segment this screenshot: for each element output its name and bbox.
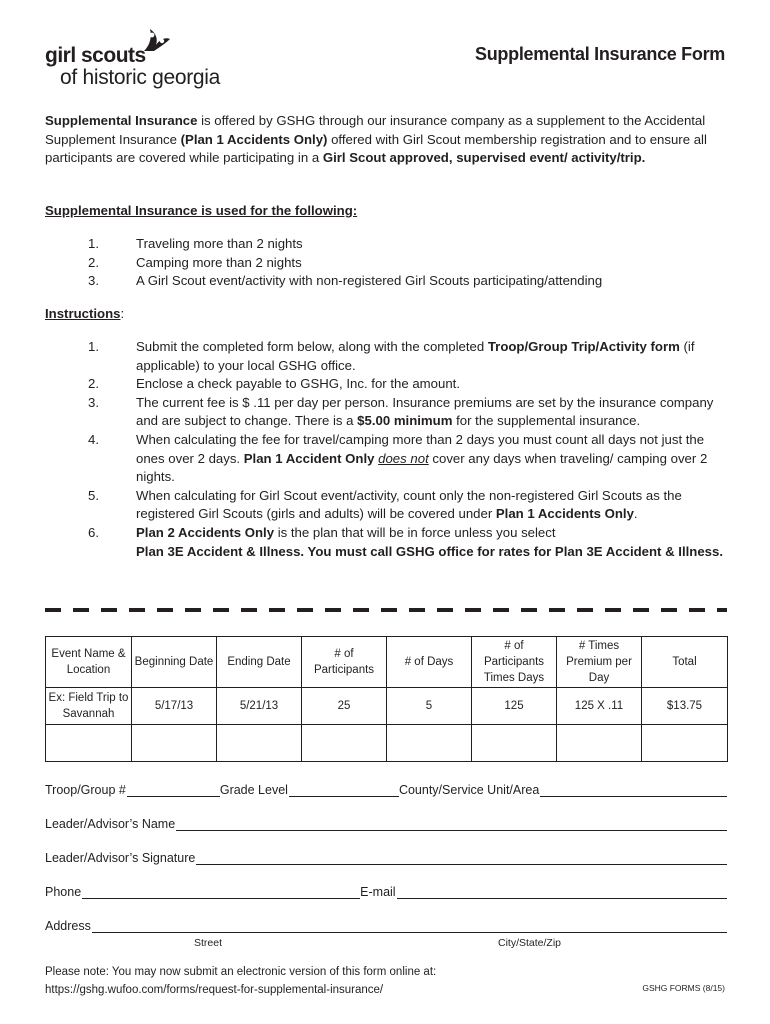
column-header: # of Participants Times Days bbox=[472, 637, 557, 688]
table-cell: 25 bbox=[302, 688, 387, 725]
cut-line-divider bbox=[45, 608, 727, 612]
table-cell: 5 bbox=[387, 688, 472, 725]
grade-label: Grade Level bbox=[219, 783, 288, 797]
item-text: Traveling more than 2 nights bbox=[136, 236, 303, 251]
intro-paragraph bbox=[45, 112, 727, 168]
street-sublabel: Street bbox=[194, 937, 223, 949]
column-header: # Times Premium per Day bbox=[557, 637, 642, 688]
ending-date-cell[interactable] bbox=[217, 725, 302, 762]
list-item bbox=[45, 524, 727, 561]
footer-note bbox=[45, 964, 436, 999]
participants-cell[interactable] bbox=[302, 725, 387, 762]
table-row-entry[interactable] bbox=[46, 725, 728, 762]
item-text: Plan 2 Accidents Only is the plan that will be in force unless you select Plan 3E Accident & Illness. You must call GSHG office for rates for Plan 3E Accident & Illness. bbox=[136, 524, 724, 559]
column-header: Ending Date bbox=[217, 637, 302, 688]
table-cell: 125 X .11 bbox=[557, 688, 642, 725]
instructions-colon: : bbox=[120, 306, 125, 321]
leader-name-field[interactable] bbox=[176, 816, 727, 831]
item-text: The current fee is $ .11 per day per person. Insurance premiums are set by the insurance company and are subject to change. There is a $5.00 minimum for the supplemental insurance. bbox=[136, 394, 714, 429]
intro-plan1: (Plan 1 Accidents Only) bbox=[180, 131, 328, 147]
intro-approved: Girl Scout approved, supervised event/ activity/trip. bbox=[322, 150, 646, 166]
list-item bbox=[45, 394, 727, 431]
item-text: When calculating the fee for travel/camping more than 2 days you must count all days not just the ones over 2 days. Plan 1 Accident Only does not cover any days when traveling/ camping over 2 nights. bbox=[136, 431, 708, 485]
list-item bbox=[45, 338, 727, 375]
table-cell: Ex: Field Trip to Savannah bbox=[46, 688, 132, 725]
troop-field[interactable] bbox=[127, 782, 220, 797]
participant-days-cell[interactable] bbox=[472, 725, 557, 762]
logo-wordmark: girl scouts bbox=[45, 44, 146, 67]
insurance-table bbox=[45, 636, 728, 762]
address-field[interactable] bbox=[92, 918, 727, 933]
list-item bbox=[45, 487, 727, 524]
item-number: 3. bbox=[88, 394, 99, 410]
list-item bbox=[45, 254, 727, 273]
intro-text: is offered by GSHG through our insurance company as a supplement to the Accidental Supplement Insurance bbox=[45, 113, 706, 147]
address-label: Address bbox=[45, 919, 91, 933]
column-header: Event Name & Location bbox=[46, 637, 132, 688]
footer-link[interactable]: https://gshg.wufoo.com/forms/request-for-supplemental-insurance/ bbox=[45, 983, 384, 996]
item-text: Submit the completed form below, along with the completed Troop/Group Trip/Activity form (if applicable) to your local GSHG office. bbox=[136, 339, 695, 373]
form-code: GSHG FORMS (8/15) bbox=[642, 983, 725, 993]
list-item bbox=[45, 375, 727, 394]
leader-name-row bbox=[45, 816, 727, 831]
item-number: 2. bbox=[88, 376, 99, 392]
item-number: 1. bbox=[88, 236, 99, 251]
instructions-heading bbox=[45, 306, 124, 321]
beginning-date-cell[interactable] bbox=[132, 725, 217, 762]
leader-name-label: Leader/Advisor’s Name bbox=[45, 817, 176, 831]
county-field[interactable] bbox=[540, 782, 727, 797]
instructions-heading-text: Instructions bbox=[45, 306, 121, 321]
item-number: 2. bbox=[88, 254, 99, 270]
list-item bbox=[45, 272, 727, 291]
table-cell: 125 bbox=[472, 688, 557, 725]
table-row bbox=[46, 688, 728, 725]
item-text: When calculating for Girl Scout event/activity, count only the non-registered Girl Scouts as the registered Girl Scouts (girls and adults) will be covered under Plan 1 Accidents Only. bbox=[136, 487, 682, 522]
item-text: Enclose a check payable to GSHG, Inc. for the amount. bbox=[136, 376, 460, 392]
column-header: Beginning Date bbox=[132, 637, 217, 688]
phone-email-row bbox=[45, 884, 727, 899]
phone-field[interactable] bbox=[82, 884, 360, 899]
total-cell[interactable] bbox=[642, 725, 728, 762]
uses-heading: Supplemental Insurance is used for the following: bbox=[45, 203, 358, 218]
uses-list bbox=[45, 235, 727, 291]
list-item bbox=[45, 235, 727, 254]
leader-signature-row bbox=[45, 850, 727, 865]
city-state-zip-sublabel: City/State/Zip bbox=[498, 937, 562, 949]
item-number: 1. bbox=[88, 339, 99, 354]
county-label: County/Service Unit/Area bbox=[398, 783, 540, 797]
column-header: Total bbox=[642, 637, 728, 688]
item-number: 6. bbox=[88, 524, 99, 540]
leader-signature-label: Leader/Advisor’s Signature bbox=[45, 851, 196, 865]
column-header: # of Participants bbox=[302, 637, 387, 688]
item-number: 4. bbox=[88, 431, 99, 447]
grade-field[interactable] bbox=[289, 782, 399, 797]
table-cell: 5/17/13 bbox=[132, 688, 217, 725]
footer-note-text: Please note: You may now submit an electronic version of this form online at: bbox=[45, 966, 437, 978]
table-cell: $13.75 bbox=[642, 688, 728, 725]
troop-row bbox=[45, 782, 727, 797]
days-cell[interactable] bbox=[387, 725, 472, 762]
page-title: Supplemental Insurance Form bbox=[475, 44, 725, 64]
column-header: # of Days bbox=[387, 637, 472, 688]
item-text: A Girl Scout event/activity with non-registered Girl Scouts participating/attending bbox=[136, 273, 603, 289]
email-field[interactable] bbox=[397, 884, 727, 899]
event-name-cell[interactable] bbox=[46, 725, 132, 762]
leader-signature-field[interactable] bbox=[196, 850, 727, 865]
intro-text-2: offered with Girl Scout membership registration and to ensure all participants are covered while participating in a bbox=[45, 131, 707, 166]
address-row bbox=[45, 918, 727, 933]
troop-label: Troop/Group # bbox=[45, 783, 126, 797]
table-header-row bbox=[46, 637, 728, 688]
phone-label: Phone bbox=[45, 885, 82, 899]
email-label: E-mail bbox=[360, 885, 396, 899]
logo-subtitle: of historic georgia bbox=[60, 66, 221, 89]
intro-bold: Supplemental Insurance bbox=[45, 113, 198, 128]
trefoil-logo-icon bbox=[140, 25, 172, 55]
item-number: 5. bbox=[88, 487, 99, 503]
premium-cell[interactable] bbox=[557, 725, 642, 762]
table-cell: 5/21/13 bbox=[217, 688, 302, 725]
instructions-list bbox=[45, 338, 727, 561]
list-item bbox=[45, 431, 727, 487]
item-number: 3. bbox=[88, 273, 99, 289]
item-text: Camping more than 2 nights bbox=[136, 254, 302, 270]
